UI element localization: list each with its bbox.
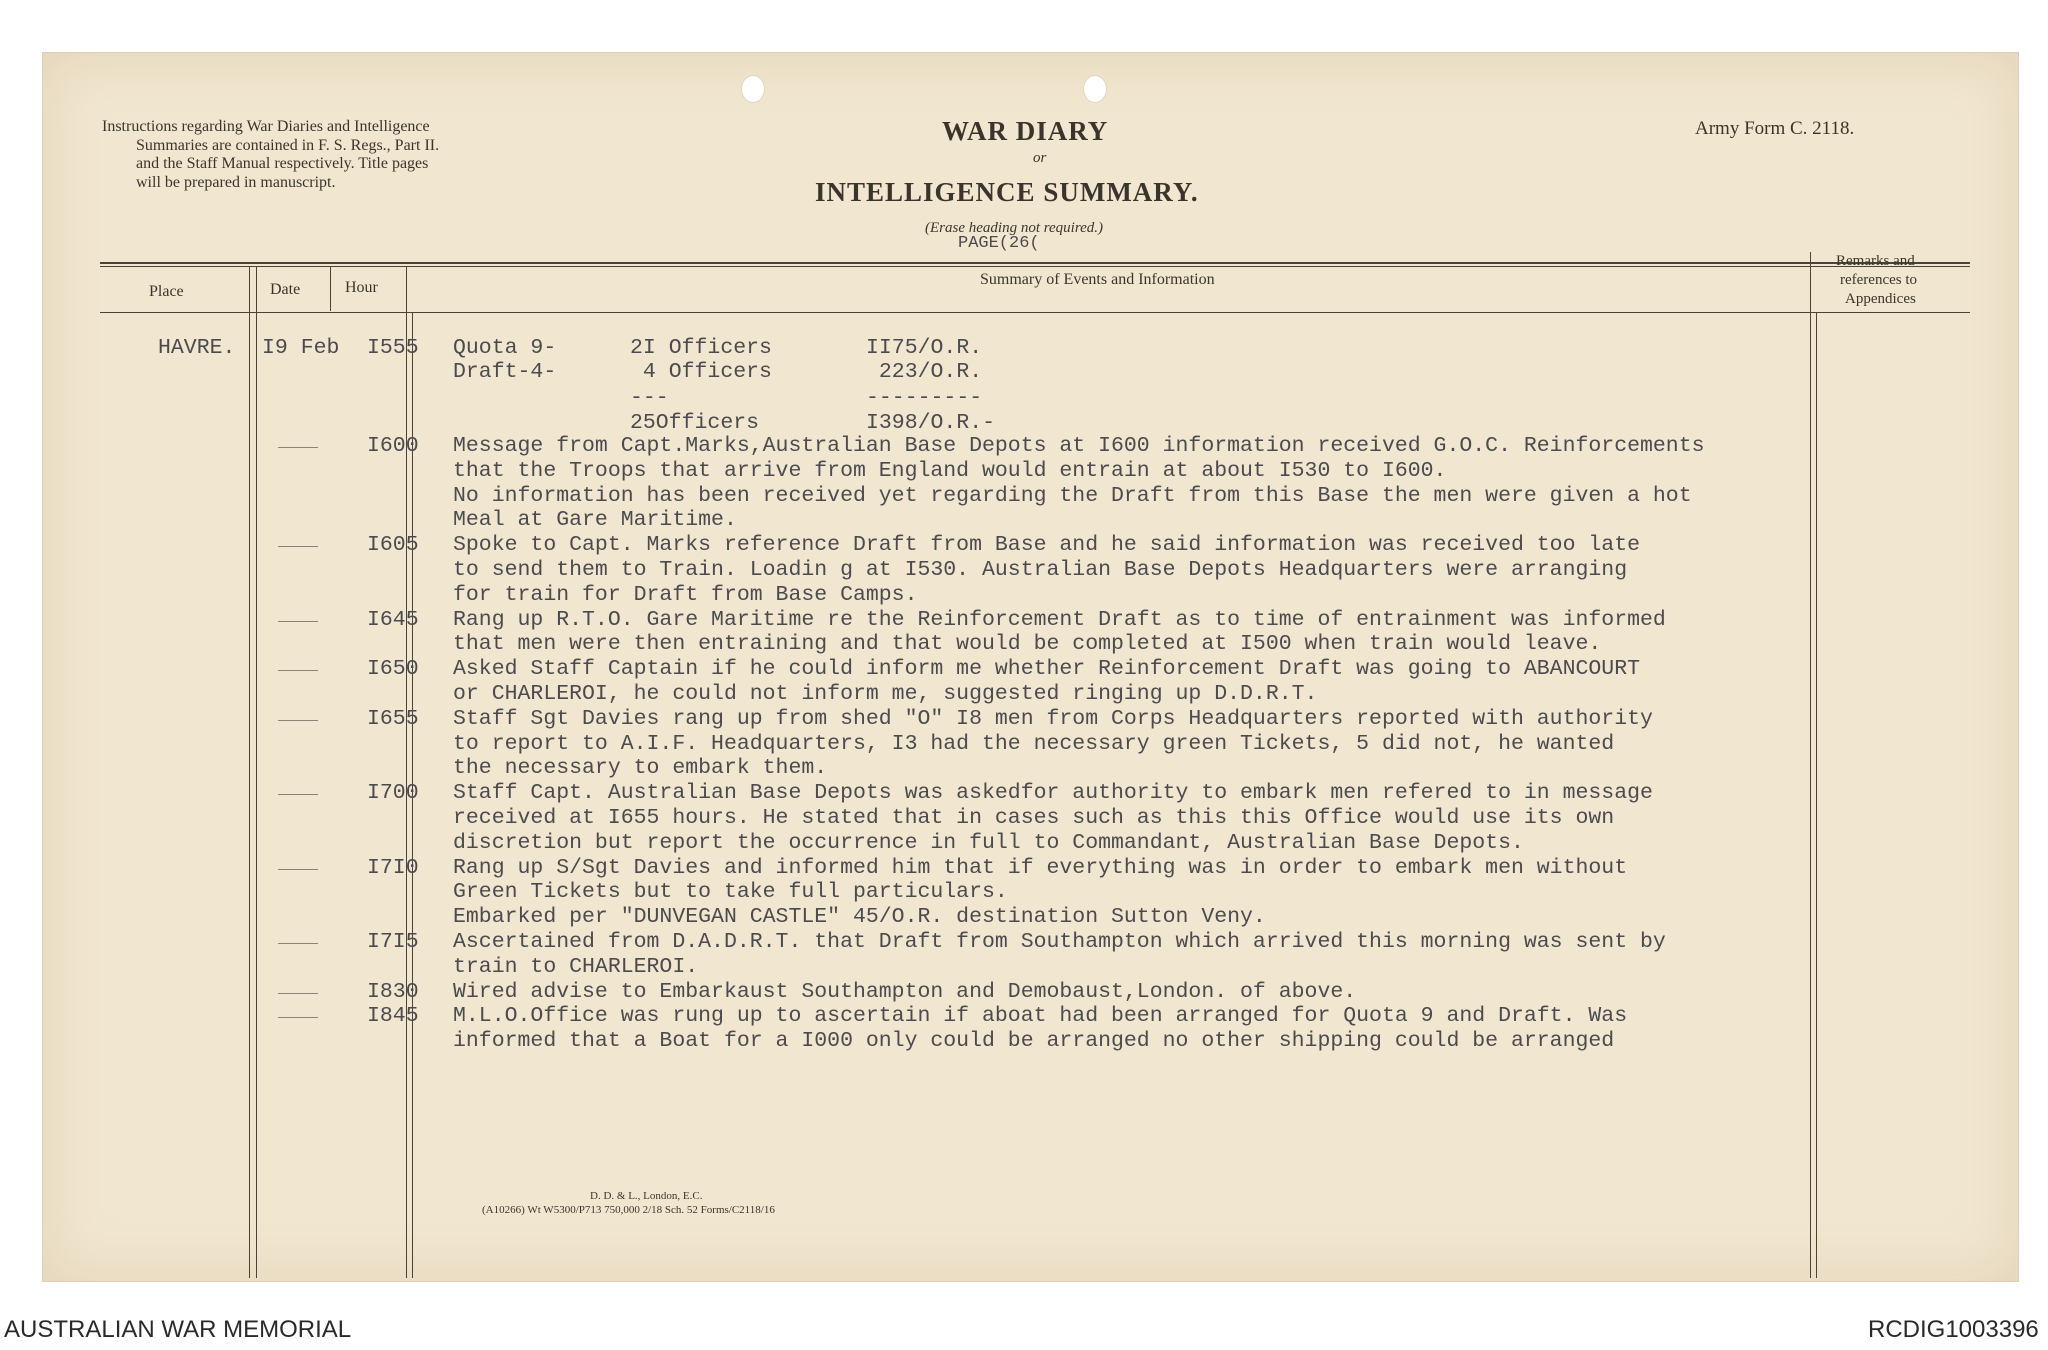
printer-imprint: D. D. & L., London, E.C.	[590, 1190, 703, 1202]
or-draft: 223/O.R.	[866, 360, 983, 384]
entry-hour: I645	[367, 607, 419, 632]
column-header-remarks: references to	[1840, 272, 1918, 288]
page-stamp: PAGE(26(	[958, 234, 1040, 253]
entry-text	[453, 930, 1666, 980]
entry-line: train to CHARLEROI.	[453, 954, 699, 979]
entry-hour: I845	[367, 1004, 419, 1029]
archive-identifier: RCDIG1003396	[1868, 1316, 2039, 1343]
entry-line: received at I655 hours. He stated that in cases such as this this Office would use its own	[453, 805, 1615, 830]
margin-tick	[278, 869, 318, 870]
column-divider-place-date-inner	[256, 266, 257, 1278]
officers-rule: ---	[630, 386, 669, 410]
margin-tick	[278, 447, 318, 448]
draft-label: Draft-4-	[453, 360, 557, 384]
entry-line: Meal at Gare Maritime.	[453, 508, 737, 533]
instructions-line: will be prepared in manuscript.	[136, 173, 336, 191]
page-subtitle: INTELLIGENCE SUMMARY.	[815, 177, 1199, 207]
archive-credit: AUSTRALIAN WAR MEMORIAL	[4, 1316, 352, 1343]
entry-line: Staff Capt. Australian Base Depots was askedfor authority to embark men refered to in message	[453, 781, 1653, 806]
entry-line: Embarked per "DUNVEGAN CASTLE" 45/O.R. destination Sutton Veny.	[453, 905, 1266, 930]
margin-tick	[278, 943, 318, 944]
entry-text	[453, 1004, 1627, 1054]
margin-tick	[278, 670, 318, 671]
header-top-rule	[100, 262, 1970, 264]
entry-line: that the Troops that arrive from England would entrain at about I530 to I600.	[453, 458, 1447, 483]
printer-imprint: (A10266) Wt W5300/P713 750,000 2/18 Sch. 52 Forms/C2118/16	[482, 1204, 775, 1216]
margin-tick	[278, 621, 318, 622]
column-header-date: Date	[270, 281, 301, 298]
entry-hour: I605	[367, 533, 419, 558]
column-header-remarks: Appendices	[1845, 291, 1916, 307]
entry-text	[453, 707, 1653, 781]
column-divider-place-date	[249, 266, 250, 1278]
entry-line: No information has been received yet regarding the Draft from this Base the men were given a hot	[453, 483, 1692, 508]
erase-note: (Erase heading not required.)	[925, 220, 1104, 236]
date-cell: I9 Feb	[262, 336, 340, 360]
column-header-remarks: Remarks and	[1836, 253, 1915, 269]
entry-line: or CHARLEROI, he could not inform me, suggested ringing up D.D.R.T.	[453, 681, 1318, 706]
margin-tick	[278, 993, 318, 994]
entry-line: Staff Sgt Davies rang up from shed "O" I8 men from Corps Headquarters reported with authority	[453, 706, 1653, 731]
entry-line: Rang up S/Sgt Davies and informed him that if everything was in order to embark men without	[453, 855, 1628, 880]
entry-line: informed that a Boat for a I000 only could be arranged no other shipping could be arranged	[453, 1029, 1615, 1054]
page-title: WAR DIARY	[942, 116, 1109, 146]
entry-line: for train for Draft from Base Camps.	[453, 582, 918, 607]
entry-hour: I7I5	[367, 930, 419, 954]
instructions-line: Summaries are contained in F. S. Regs., Part II.	[136, 136, 440, 154]
or-total: I398/O.R.-	[866, 411, 996, 435]
quota-label: Quota 9-	[453, 336, 557, 360]
entry-line: to send them to Train. Loadin g at I530. Australian Base Depots Headquarters were arranging	[453, 557, 1628, 582]
entry-line: Asked Staff Captain if he could inform me whether Reinforcement Draft was going to ABANCOURT	[453, 657, 1640, 682]
entry-line: the necessary to embark them.	[453, 756, 828, 781]
hour-cell: I555	[367, 336, 419, 360]
punch-hole	[741, 75, 765, 103]
entry-line: Wired advise to Embarkaust Southampton and Demobaust,London. of above.	[453, 979, 1357, 1004]
entry-line: Ascertained from D.A.D.R.T. that Draft from Southampton which arrived this morning was sent by	[453, 930, 1666, 954]
entry-text	[453, 980, 1356, 1005]
entry-line: that men were then entraining and that would be completed at I500 when train would leave.	[453, 632, 1602, 657]
entry-hour: I650	[367, 657, 419, 682]
column-header-place: Place	[149, 283, 184, 300]
entry-line: Rang up R.T.O. Gare Maritime re the Reinforcement Draft as to time of entrainment was informed	[453, 607, 1666, 632]
margin-tick	[278, 546, 318, 547]
or-quota: II75/O.R.	[866, 336, 983, 360]
or-rule: ---------	[866, 386, 983, 410]
instructions-line: Instructions regarding War Diaries and Intelligence	[102, 118, 430, 135]
margin-tick	[278, 1017, 318, 1018]
entry-text	[453, 781, 1653, 855]
instructions-line: and the Staff Manual respectively. Title pages	[136, 155, 429, 172]
officers-total: 25Officers	[630, 411, 760, 435]
column-divider-date-hour	[330, 266, 331, 311]
instructions-note	[102, 118, 572, 192]
column-header-hour: Hour	[345, 279, 378, 296]
margin-tick	[278, 794, 318, 795]
place-cell: HAVRE.	[158, 336, 236, 360]
column-header-summary: Summary of Events and Information	[980, 271, 1215, 288]
entry-hour: I600	[367, 434, 419, 458]
entry-text	[453, 434, 1705, 533]
entry-line: Spoke to Capt. Marks reference Draft from Base and he said information was received too late	[453, 533, 1640, 558]
entry-text	[453, 608, 1666, 658]
entry-line: Green Tickets but to take full particulars.	[453, 880, 1008, 905]
officers-quota: 2I Officers	[630, 336, 772, 360]
entry-hour: I830	[367, 979, 419, 1004]
entry-hour: I655	[367, 706, 419, 731]
title-or: or	[1033, 150, 1047, 166]
entry-hour: I7I0	[367, 855, 419, 880]
column-divider-remarks-inner	[1816, 312, 1817, 1278]
entry-text	[453, 657, 1640, 707]
army-form-number: Army Form C. 2118.	[1695, 118, 1855, 139]
entry-line: Message from Capt.Marks,Australian Base Depots at I600 information received G.O.C. Reinforcements	[453, 434, 1705, 458]
entry-text	[453, 856, 1627, 930]
header-bottom-rule	[100, 312, 1970, 313]
column-divider-remarks	[1810, 252, 1811, 1278]
entry-text	[453, 533, 1640, 607]
column-divider-hour-summary	[406, 266, 407, 1278]
entry-line: discretion but report the occurrence in full to Commandant, Australian Base Depots.	[453, 830, 1524, 855]
entry-line: M.L.O.Office was rung up to ascertain if aboat had been arranged for Quota 9 and Draft. Was	[453, 1004, 1628, 1029]
margin-tick	[278, 720, 318, 721]
punch-hole	[1083, 75, 1107, 103]
header-top-rule-thin	[100, 266, 1970, 267]
officers-draft: 4 Officers	[630, 360, 772, 384]
entry-hour: I700	[367, 781, 419, 806]
entry-line: to report to A.I.F. Headquarters, I3 had the necessary green Tickets, 5 did not, he wanted	[453, 731, 1615, 756]
